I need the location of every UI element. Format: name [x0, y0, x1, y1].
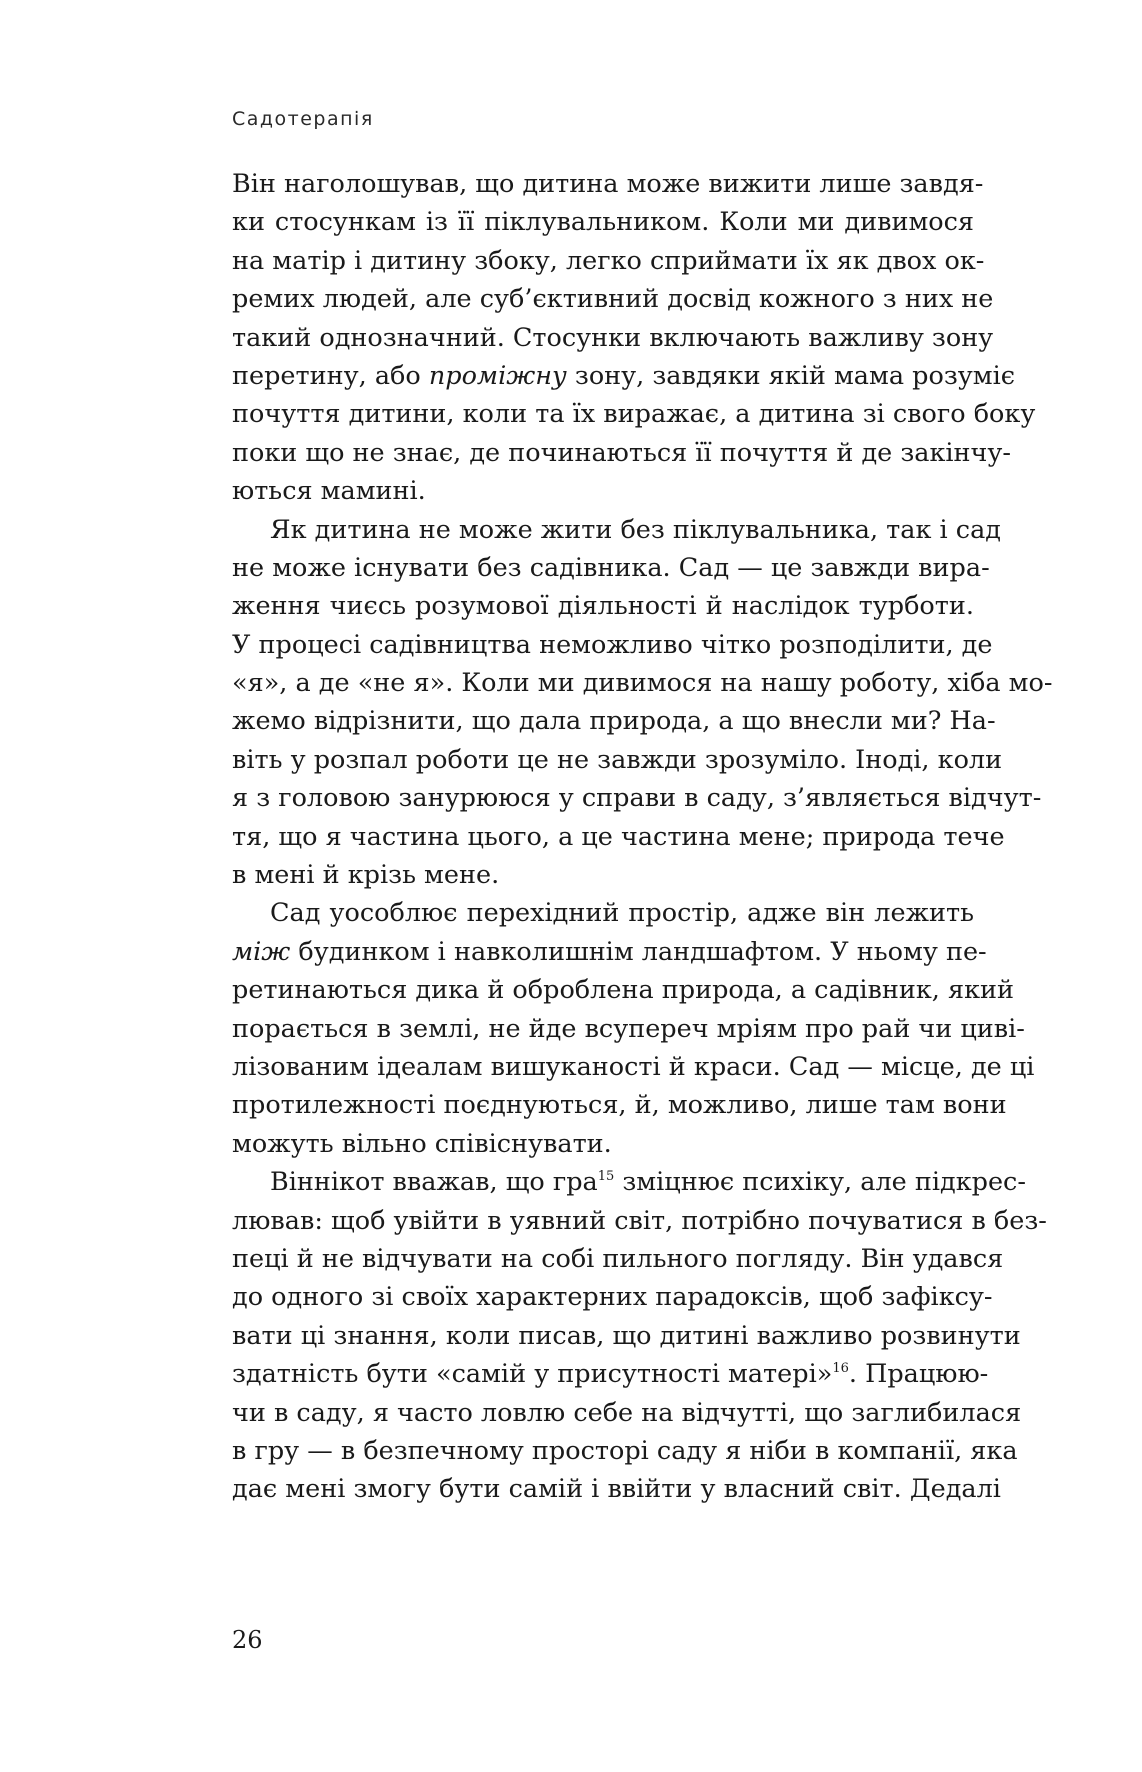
text-segment: жемо відрізнити, що дала природа, а що внесли ми? На- — [232, 706, 996, 737]
text-line — [232, 1086, 1007, 1124]
text-line — [232, 894, 974, 932]
text-line — [232, 1317, 1021, 1355]
text-segment: до одного зі своїх характерних парадоксів, щоб зафіксу- — [232, 1282, 993, 1313]
page-number: 26 — [232, 1626, 263, 1654]
text-line — [232, 165, 984, 203]
text-segment: віть у розпал роботи це не завжди зрозуміло. Іноді, коли — [232, 744, 1003, 775]
text-segment: порається в землі, не йде всупереч мріям про рай чи циві- — [232, 1013, 1025, 1044]
text-line — [232, 549, 990, 587]
text-line — [232, 856, 974, 894]
text-segment: здатність бути «самій у присутності матері» — [232, 1359, 833, 1390]
text-segment: почуття дитини, коли та їх виражає, а дитина зі свого боку — [232, 399, 1036, 430]
text-segment: лював: щоб увійти в уявний світ, потрібно почуватися в без- — [232, 1205, 1047, 1236]
text-segment: ження чиєсь розумової діяльності й наслідок турботи. — [232, 591, 974, 622]
text-segment: «я», а де «не я». Коли ми дивимося на нашу роботу, хіба мо- — [232, 668, 1053, 699]
footnote-ref: 16 — [832, 1361, 849, 1377]
text-segment: зміцнює психіку, але підкрес- — [614, 1167, 1026, 1198]
text-segment: лізованим ідеалам вишуканості й краси. Сад — місце, де ці — [232, 1051, 1035, 1082]
text-segment: ки стосункам із її піклувальником. Коли ми дивимося — [232, 207, 974, 238]
text-segment: вати ці знання, коли писав, що дитині важливо розвинути — [232, 1320, 1021, 1351]
running-head: Садотерапія — [232, 108, 374, 130]
text-line — [232, 1470, 1001, 1508]
text-segment: можуть вільно співіснувати. — [232, 1128, 612, 1159]
text-line — [232, 702, 996, 740]
text-segment: зону, завдяки якій мама розуміє — [566, 360, 1016, 391]
text-line — [232, 1394, 1022, 1432]
text-segment: Як дитина не може жити без піклувальника, так і сад — [270, 514, 1001, 545]
text-line — [232, 1432, 1018, 1470]
text-line — [232, 472, 974, 510]
text-line — [232, 933, 987, 971]
text-line — [232, 319, 994, 357]
text-line — [232, 664, 1053, 702]
text-line — [232, 1202, 1047, 1240]
text-line — [232, 1355, 989, 1393]
text-line — [232, 242, 985, 280]
text-line — [232, 357, 1016, 395]
text-segment: я з головою занурююся у справи в саду, з’являється відчут- — [232, 783, 1042, 814]
text-segment: перетину, або — [232, 360, 429, 391]
text-segment: такий однозначний. Стосунки включають важливу зону — [232, 322, 994, 353]
italic-text: проміжну — [428, 360, 567, 391]
text-line — [232, 1163, 1026, 1201]
text-segment: в мені й крізь мене. — [232, 860, 500, 891]
text-segment: протилежності поєднуються, й, можливо, лише там вони — [232, 1090, 1007, 1121]
text-line — [232, 587, 974, 625]
text-line — [232, 511, 1001, 549]
text-segment: тя, що я частина цього, а це частина мене; природа тече — [232, 821, 1005, 852]
text-line — [232, 1278, 993, 1316]
text-segment: чи в саду, я часто ловлю себе на відчутті, що заглибилася — [232, 1397, 1022, 1428]
text-line — [232, 741, 1003, 779]
text-segment: Він наголошував, що дитина може вижити лише завдя- — [232, 169, 984, 199]
text-segment: будинком і навколишнім ландшафтом. У ньому пе- — [290, 936, 987, 967]
text-line — [232, 203, 974, 241]
text-segment: не може існувати без садівника. Сад — це завжди вира- — [232, 552, 990, 583]
text-segment: поки що не знає, де починаються її почуття й де закінчу- — [232, 437, 1012, 468]
text-line — [232, 626, 993, 664]
body-text — [232, 165, 1053, 1509]
text-segment: пеці й не відчувати на собі пильного погляду. Він удався — [232, 1243, 1004, 1274]
text-segment: Сад уособлює перехідний простір, адже він лежить — [270, 898, 974, 929]
text-segment: на матір і дитину збоку, легко сприймати їх як двох ок- — [232, 245, 985, 276]
footnote-ref: 15 — [597, 1169, 615, 1185]
text-line — [232, 1010, 1025, 1048]
text-segment: Віннікот вважав, що гра — [270, 1167, 598, 1198]
text-line — [232, 280, 994, 318]
text-line — [232, 1125, 974, 1163]
text-segment: ретинаються дика й оброблена природа, а садівник, який — [232, 975, 1015, 1006]
text-line — [232, 1048, 1035, 1086]
text-line — [232, 1240, 1004, 1278]
text-segment: . Працюю- — [848, 1359, 989, 1390]
text-line — [232, 395, 1036, 433]
text-segment: У процесі садівництва неможливо чітко розподілити, де — [232, 629, 993, 660]
text-segment: ються мамині. — [232, 476, 426, 507]
text-segment: дає мені змогу бути самій і ввійти у власний світ. Дедалі — [232, 1474, 1001, 1505]
italic-text: між — [232, 936, 291, 967]
text-line — [232, 779, 1042, 817]
text-segment: ремих людей, але суб’єктивний досвід кожного з них не — [232, 284, 994, 315]
text-line — [232, 971, 1015, 1009]
text-line — [232, 434, 1012, 472]
text-line — [232, 818, 1005, 856]
text-segment: в гру — в безпечному просторі саду я ніби в компанії, яка — [232, 1435, 1018, 1466]
